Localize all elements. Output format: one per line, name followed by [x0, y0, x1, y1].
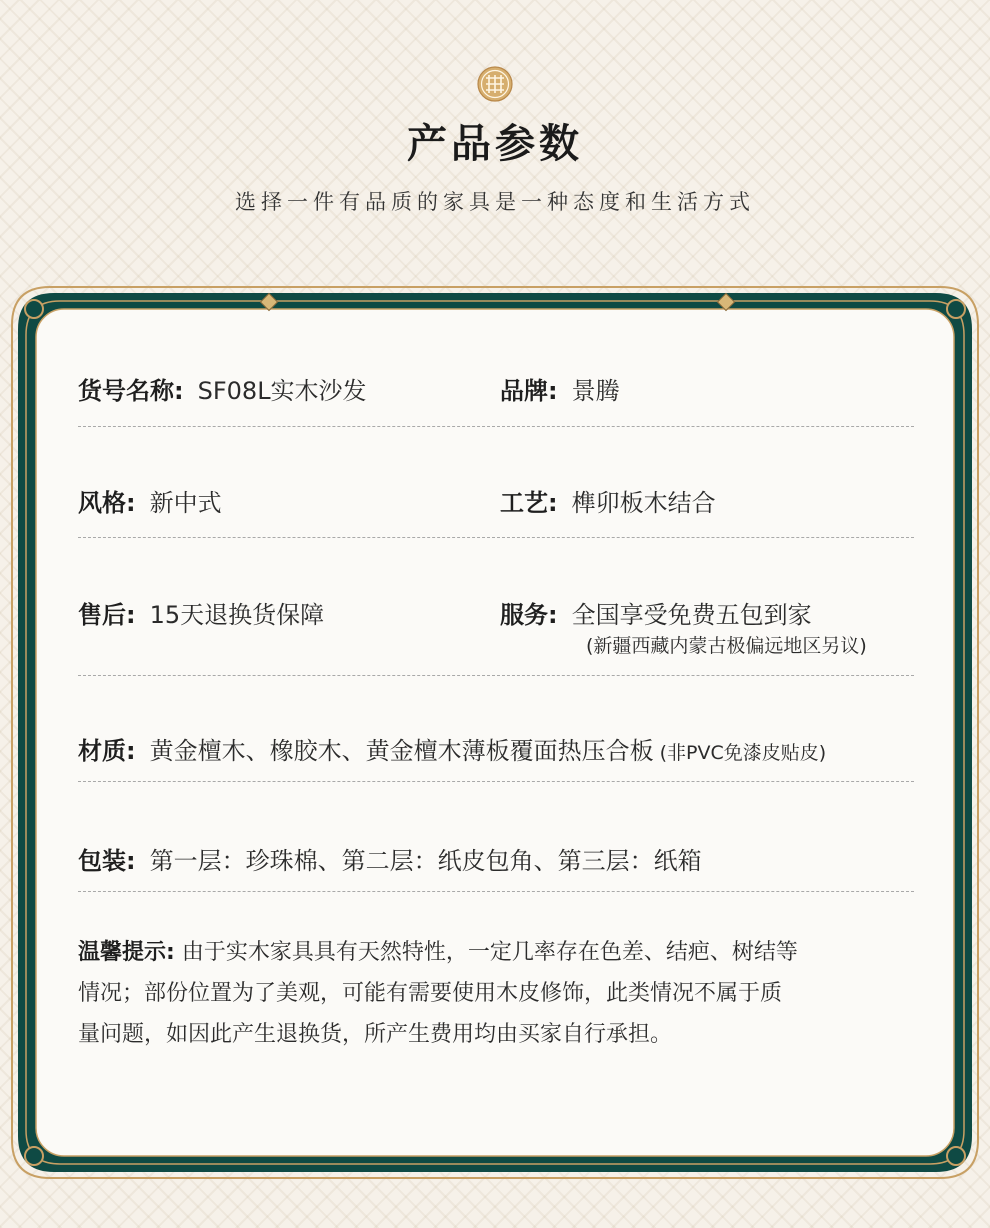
service-note: (新疆西藏内蒙古极偏远地区另议): [586, 635, 867, 657]
page-title: 产品参数: [407, 121, 583, 167]
after-sale-label: 售后:: [78, 601, 136, 629]
packaging-value: 第一层：珍珠棉、第二层：纸皮包角、第三层：纸箱: [149, 847, 702, 875]
gold-seal-icon: [477, 66, 513, 102]
item-name-value: SF08L实木沙发: [197, 377, 367, 405]
hint-line-2: 情况；部份位置为了美观，可能有需要使用木皮修饰，此类情况不属于质: [78, 981, 783, 1006]
brand-label: 品牌:: [500, 377, 558, 405]
after-sale-value: 15天退换货保障: [149, 601, 325, 629]
hint-line-3: 量问题，如因此产生退换货，所产生费用均由买家自行承担。: [78, 1022, 673, 1047]
divider: [78, 537, 914, 538]
hint-line-1: 由于实木家具具有天然特性，一定几率存在色差、结疤、树结等: [181, 940, 798, 965]
brand-value: 景腾: [571, 377, 620, 405]
item-name-label: 货号名称:: [78, 377, 184, 405]
divider: [78, 891, 914, 892]
divider: [78, 781, 914, 782]
divider: [78, 675, 914, 676]
hint-label: 温馨提示:: [78, 940, 175, 965]
service-label: 服务:: [500, 601, 558, 629]
style-label: 风格:: [78, 489, 136, 517]
style-value: 新中式: [149, 489, 222, 517]
material-note: (非PVC免漆皮贴皮): [659, 742, 827, 764]
craft-value: 榫卯板木结合: [571, 489, 716, 517]
material-label: 材质:: [78, 737, 136, 765]
parameter-card: [44, 307, 946, 1152]
warm-hint: [78, 932, 923, 1055]
page-subtitle: 选择一件有品质的家具是一种态度和生活方式: [235, 190, 755, 214]
packaging-label: 包装:: [78, 847, 136, 875]
divider: [78, 426, 914, 427]
service-value: 全国享受免费五包到家: [571, 601, 812, 629]
material-value: 黄金檀木、橡胶木、黄金檀木薄板覆面热压合板: [149, 737, 654, 765]
craft-label: 工艺:: [500, 489, 558, 517]
